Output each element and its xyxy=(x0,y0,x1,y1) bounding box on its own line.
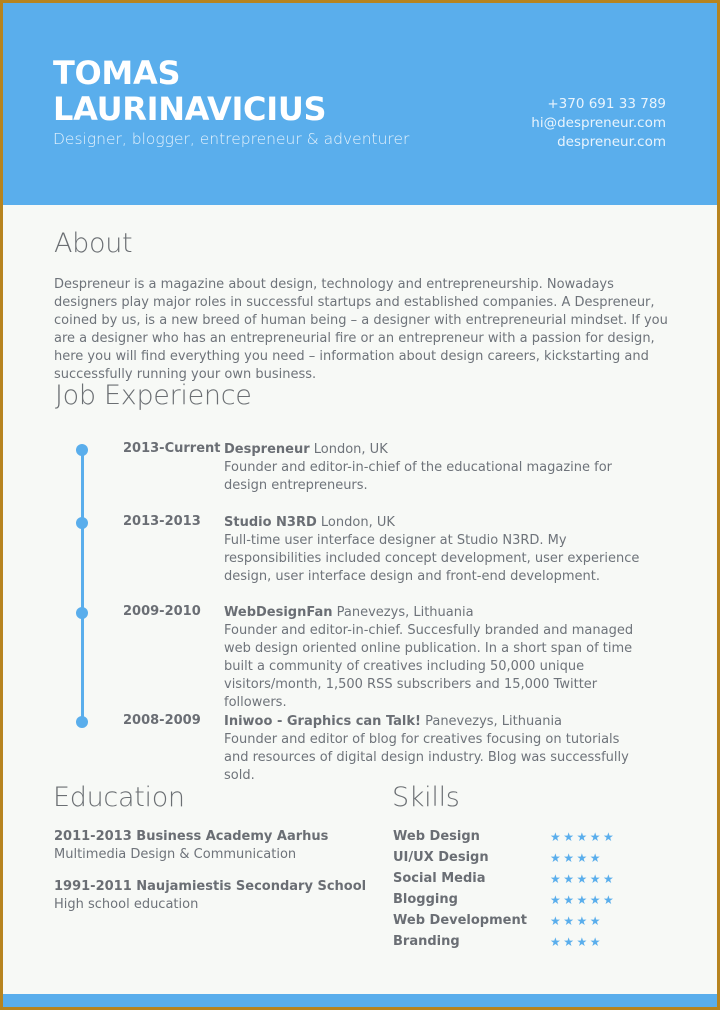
job-description: Full-time user interface designer at Studio N3RD. My responsibilities included concept development, user experience design, user interface design and front-end development. xyxy=(224,533,640,584)
skill-row xyxy=(393,913,673,934)
resume-header xyxy=(3,3,717,205)
education-entry xyxy=(54,828,328,864)
star-icon: ★★★★ xyxy=(550,914,604,928)
skill-name: Blogging xyxy=(393,892,458,907)
job-years: 2013-Current xyxy=(123,441,221,456)
skill-row xyxy=(393,934,673,955)
skill-name: Branding xyxy=(393,934,460,949)
skills-heading: Skills xyxy=(392,782,460,813)
about-text: Despreneur is a magazine about design, technology and entrepreneurship. Nowadays designers play major roles in successful startups and established companies. A Despreneur, coined by us, is a new breed of human being – a designer with entrepreneurial mindset. If you are a designer who has an entrepreneurial fire or an entrepreneur with a passion for design, here you will find everything you need – information about design careers, kickstarting and successfully running your own business. xyxy=(54,277,668,382)
job-body xyxy=(224,441,644,495)
email-link[interactable]: hi@despreneur.com xyxy=(531,115,666,131)
timeline-line xyxy=(81,446,84,721)
education-detail: High school education xyxy=(54,897,199,912)
job-description: Founder and editor-in-chief of the educational magazine for design entrepreneurs. xyxy=(224,460,613,493)
website-link[interactable]: despreneur.com xyxy=(557,134,666,150)
education-degree: 2011-2013 Business Academy Aarhus xyxy=(54,829,329,844)
resume-page xyxy=(3,3,717,1007)
education-detail: Multimedia Design & Communication xyxy=(54,847,297,862)
timeline-dot xyxy=(76,517,88,529)
skill-name: UI/UX Design xyxy=(393,850,489,865)
job-body xyxy=(224,713,644,785)
person-name xyxy=(53,55,326,127)
timeline-dot xyxy=(76,444,88,456)
job-years: 2009-2010 xyxy=(123,604,201,619)
skill-row xyxy=(393,850,673,871)
star-icon: ★★★★★ xyxy=(550,872,617,886)
skill-row xyxy=(393,892,673,913)
name-first: TOMAS xyxy=(53,54,181,92)
job-years: 2013-2013 xyxy=(123,514,201,529)
skill-name: Web Design xyxy=(393,829,480,844)
name-last: LAURINAVICIUS xyxy=(53,90,327,128)
job-description: Founder and editor-in-chief. Succesfully branded and managed web design oriented online publication. In a short span of time built a community of creatives including 50,000 unique visitors/month, 1,500 RSS subscribers and 15,000 Twitter followers. xyxy=(224,623,634,710)
skills-list xyxy=(393,829,673,955)
education-entry xyxy=(54,878,366,914)
skill-row xyxy=(393,871,673,892)
experience-heading: Job Experience xyxy=(55,380,252,411)
star-icon: ★★★★★ xyxy=(550,830,617,844)
skill-row xyxy=(393,829,673,850)
job-description: Founder and editor of blog for creatives focusing on tutorials and resources of digital design industry. Blog was successfully sold. xyxy=(224,732,629,783)
job-company: Studio N3RD xyxy=(224,515,317,530)
education-degree: 1991-2011 Naujamiestis Secondary School xyxy=(54,879,367,894)
timeline-dot xyxy=(76,716,88,728)
tagline: Designer, blogger, entrepreneur & adventurer xyxy=(53,130,410,148)
star-icon: ★★★★ xyxy=(550,851,604,865)
phone-number: +370 691 33 789 xyxy=(547,96,666,112)
about-heading: About xyxy=(54,228,133,259)
job-company: Iniwoo - Graphics can Talk! xyxy=(224,714,421,729)
education-heading: Education xyxy=(53,782,185,813)
job-company: Despreneur xyxy=(224,442,310,457)
job-body xyxy=(224,604,644,712)
skill-name: Web Development xyxy=(393,913,527,928)
job-location: London, UK xyxy=(316,515,395,530)
job-company: WebDesignFan xyxy=(224,605,333,620)
contact-info xyxy=(531,95,666,152)
job-location: Panevezys, Lithuania xyxy=(332,605,474,620)
timeline-dot xyxy=(76,607,88,619)
job-years: 2008-2009 xyxy=(123,713,201,728)
job-location: Panevezys, Lithuania xyxy=(420,714,563,729)
job-body xyxy=(224,514,644,586)
job-location: London, UK xyxy=(309,442,388,457)
star-icon: ★★★★ xyxy=(550,935,604,949)
star-icon: ★★★★★ xyxy=(550,893,617,907)
skill-name: Social Media xyxy=(393,871,486,886)
footer-bar xyxy=(3,994,717,1007)
